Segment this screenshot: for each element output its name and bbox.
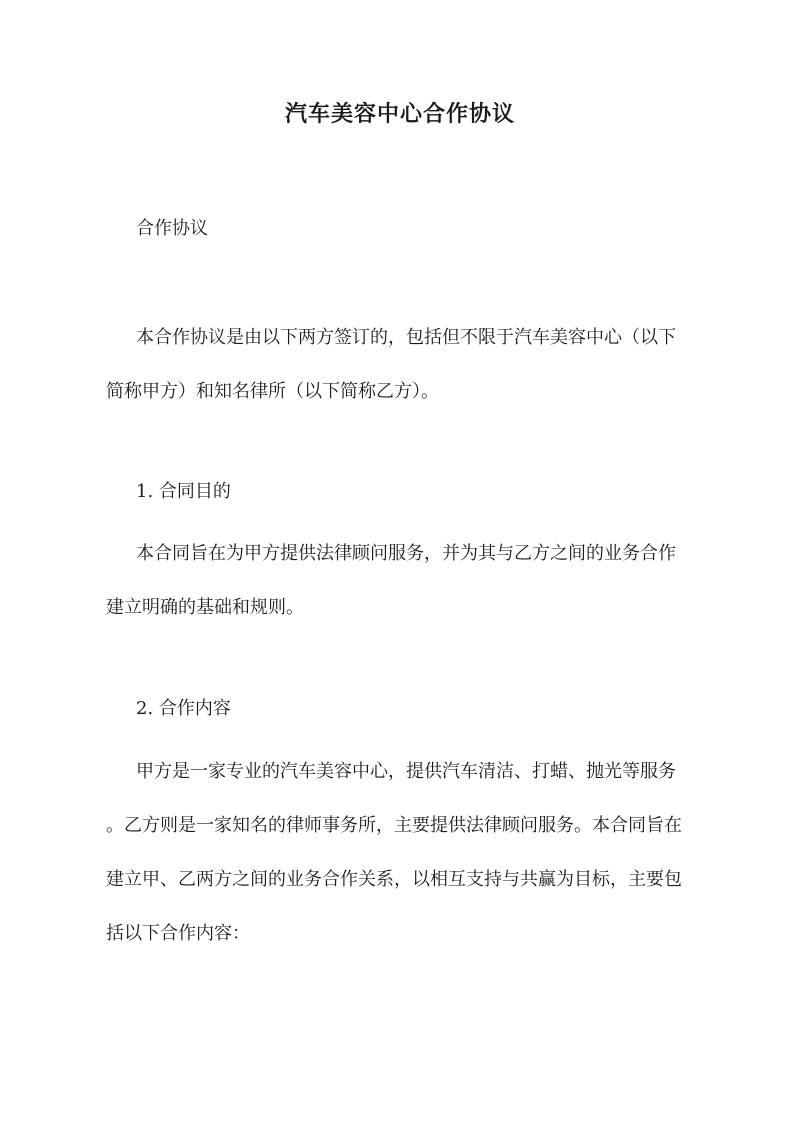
subtitle-text: 合作协议 bbox=[136, 218, 208, 239]
section-1-paragraph bbox=[106, 527, 706, 635]
document-subtitle bbox=[106, 202, 706, 256]
section-1-heading-text: 1. 合同目的 bbox=[136, 481, 231, 502]
intro-line-1: 本合作协议是由以下两方签订的，包括但不限于汽车美容中心（以下 bbox=[136, 327, 676, 348]
section-2-line-2: 。乙方则是一家知名的律师事务所，主要提供法律顾问服务。本合同旨在 bbox=[106, 815, 682, 836]
document-title: 汽车美容中心合作协议 bbox=[284, 101, 515, 127]
section-2-line-1: 甲方是一家专业的汽车美容中心，提供汽车清洁、打蜡、抛光等服务 bbox=[136, 761, 676, 782]
intro-line-2: 简称甲方）和知名律所（以下简称乙方）。 bbox=[106, 381, 439, 402]
section-1-line-2: 建立明确的基础和规则。 bbox=[106, 597, 304, 618]
section-1-heading bbox=[106, 465, 706, 519]
section-2-paragraph bbox=[106, 745, 706, 961]
section-2-heading-text: 2. 合作内容 bbox=[136, 698, 231, 719]
section-1-line-1: 本合同旨在为甲方提供法律顾问服务，并为其与乙方之间的业务合作 bbox=[136, 543, 676, 564]
section-2-line-4: 括以下合作内容： bbox=[106, 923, 250, 944]
intro-paragraph bbox=[106, 311, 706, 419]
section-2-heading bbox=[106, 682, 706, 736]
section-2-line-3: 建立甲、乙两方之间的业务合作关系，以相互支持与共赢为目标，主要包 bbox=[106, 869, 682, 890]
